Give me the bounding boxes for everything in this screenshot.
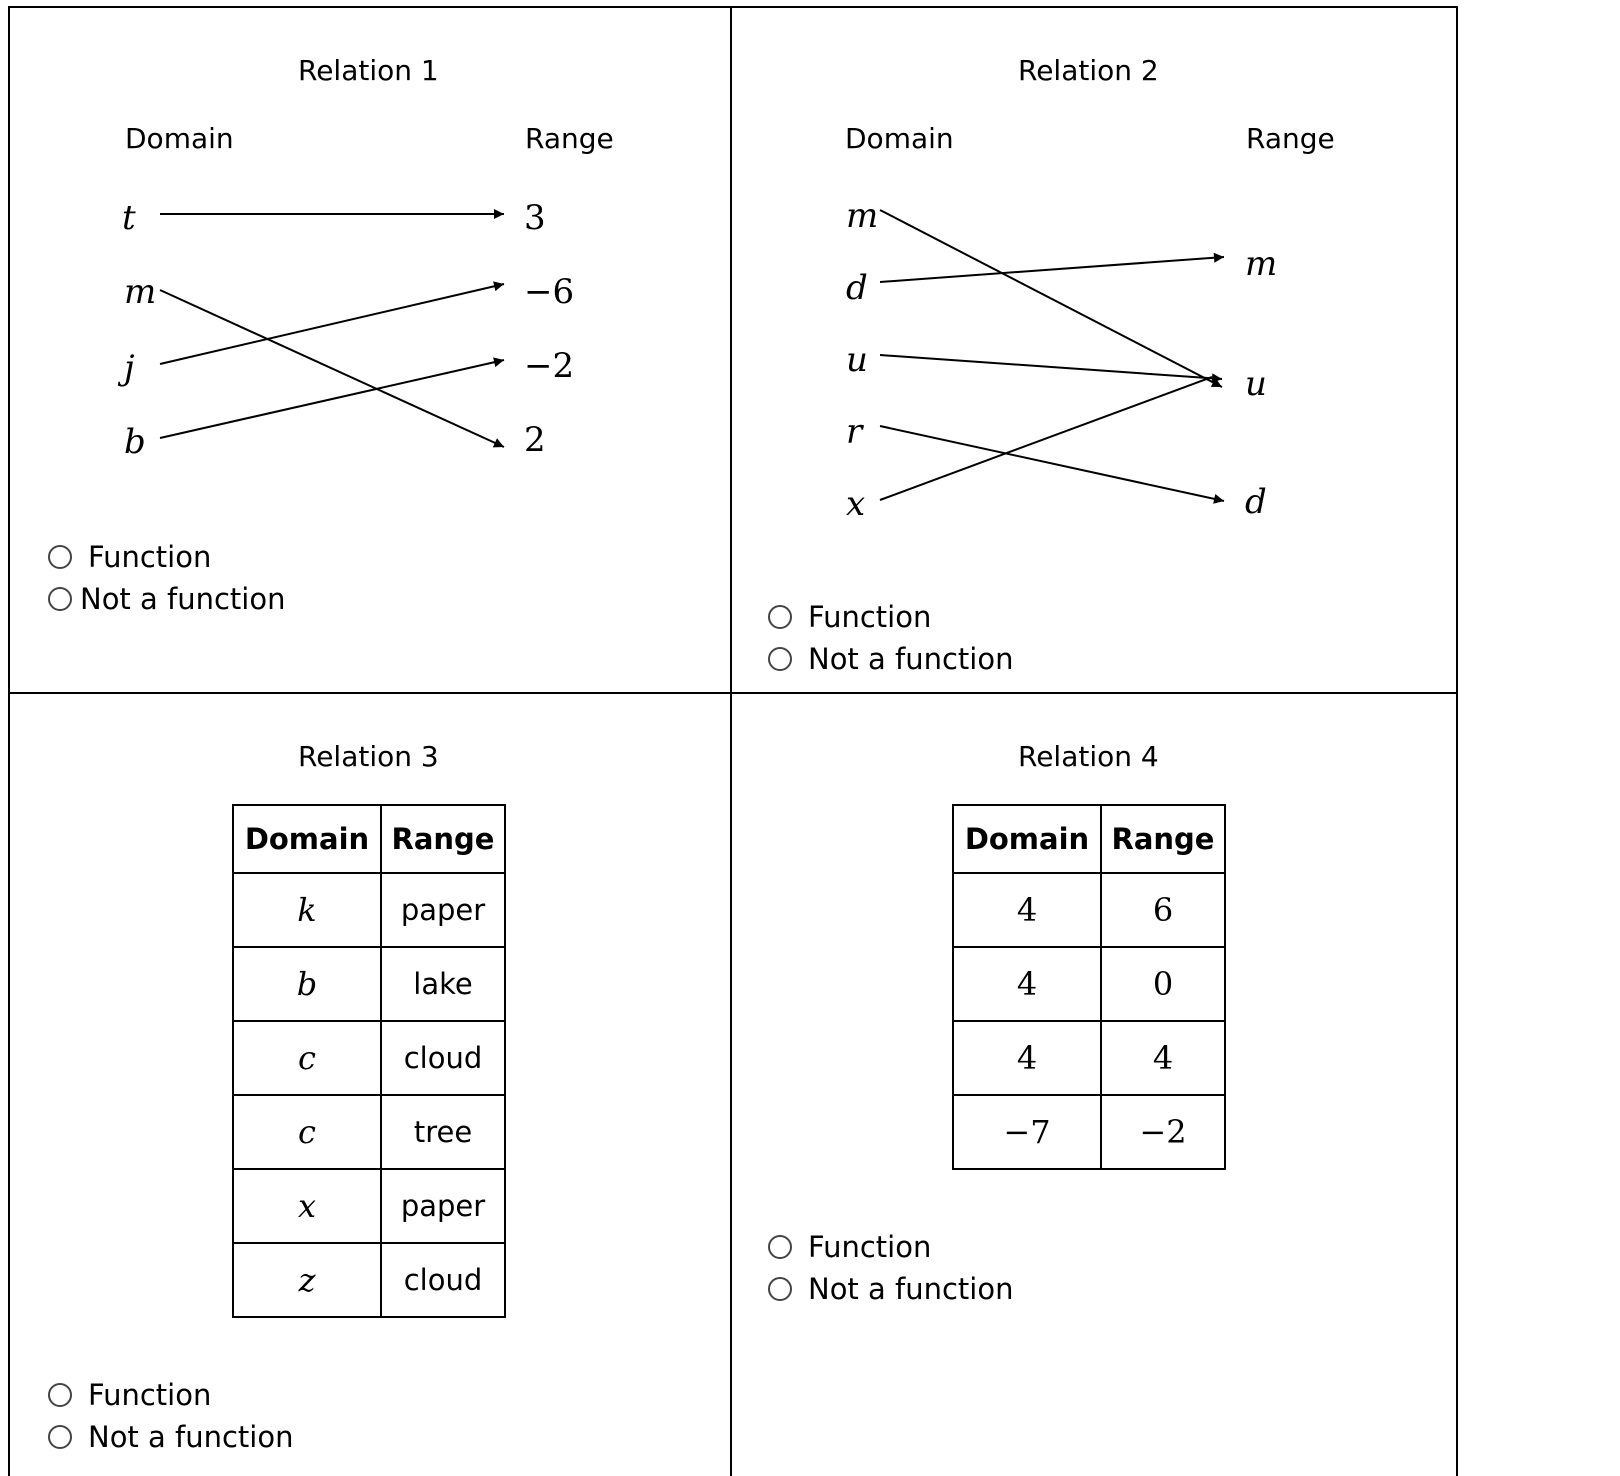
table-header-range: Range	[1101, 805, 1225, 873]
relation-1-domain-j: j	[124, 348, 135, 388]
relation-1-domain-label: Domain	[125, 122, 234, 155]
option-label: Function	[88, 540, 212, 574]
relation-1-domain-m: m	[124, 272, 157, 312]
domain-cell: z	[233, 1243, 381, 1317]
range-cell: tree	[381, 1095, 505, 1169]
relation-1-domain-t: t	[122, 198, 136, 238]
range-cell: −2	[1101, 1095, 1225, 1169]
relation-2-range-label: Range	[1246, 122, 1335, 155]
range-cell: 4	[1101, 1021, 1225, 1095]
relation-2-arrow-u-u	[880, 355, 1222, 379]
table-header-domain: Domain	[953, 805, 1101, 873]
relation-3-table	[232, 804, 506, 1318]
relation-3-title: Relation 3	[298, 740, 439, 773]
radio-circle-icon	[768, 647, 792, 671]
domain-cell: k	[233, 873, 381, 947]
option-label: Not a function	[808, 642, 1014, 676]
table-row	[953, 947, 1225, 1021]
range-cell: 0	[1101, 947, 1225, 1021]
relation-1-range-3: 3	[524, 198, 546, 238]
domain-cell: x	[233, 1169, 381, 1243]
radio-circle-icon	[48, 1383, 72, 1407]
table-row	[233, 1021, 505, 1095]
relation-2-domain-r: r	[846, 412, 863, 452]
relation-1-title: Relation 1	[298, 54, 439, 87]
option-label: Function	[808, 1230, 932, 1264]
domain-cell: c	[233, 1095, 381, 1169]
range-cell: paper	[381, 873, 505, 947]
option-label: Not a function	[80, 582, 286, 616]
relation-1-range-neg6: −6	[524, 272, 575, 312]
table-row	[953, 1021, 1225, 1095]
relation-2-range-d: d	[1245, 482, 1267, 522]
relation-2-option-function[interactable]	[768, 598, 931, 636]
relation-1-range-neg2: −2	[524, 346, 575, 386]
radio-circle-icon	[768, 605, 792, 629]
option-label: Function	[88, 1378, 212, 1412]
relation-2-domain-x: x	[846, 484, 866, 524]
table-row	[953, 1095, 1225, 1169]
table-row	[233, 873, 505, 947]
relation-4-option-function[interactable]	[768, 1228, 931, 1266]
domain-cell: −7	[953, 1095, 1101, 1169]
table-header-domain: Domain	[233, 805, 381, 873]
table-row	[233, 1169, 505, 1243]
relation-2-domain-d: d	[846, 268, 868, 308]
table-row	[953, 873, 1225, 947]
option-label: Not a function	[88, 1420, 294, 1454]
relation-3-option-function[interactable]	[48, 1376, 211, 1414]
relation-2-domain-label: Domain	[845, 122, 954, 155]
radio-circle-icon	[768, 1277, 792, 1301]
relation-2-option-not-function[interactable]	[768, 640, 1013, 678]
option-label: Function	[808, 600, 932, 634]
range-cell: paper	[381, 1169, 505, 1243]
relation-3-option-not-function[interactable]	[48, 1418, 293, 1456]
relation-2-arrow-m-u	[880, 210, 1222, 387]
radio-circle-icon	[768, 1235, 792, 1259]
relation-2-range-m: m	[1245, 244, 1278, 284]
horizontal-divider	[8, 692, 1458, 694]
relation-2-range-u: u	[1245, 364, 1267, 404]
table-row	[233, 1243, 505, 1317]
range-cell: cloud	[381, 1243, 505, 1317]
relation-2-arrow-d-m	[880, 257, 1224, 282]
table-header-range: Range	[381, 805, 505, 873]
table-row	[233, 1095, 505, 1169]
range-cell: lake	[381, 947, 505, 1021]
relation-2-title: Relation 2	[1018, 54, 1159, 87]
domain-cell: b	[233, 947, 381, 1021]
range-cell: cloud	[381, 1021, 505, 1095]
relation-4-title: Relation 4	[1018, 740, 1159, 773]
relation-2-arrows	[0, 0, 1460, 692]
range-cell: 6	[1101, 873, 1225, 947]
domain-cell: c	[233, 1021, 381, 1095]
relation-2-domain-u: u	[846, 340, 868, 380]
relation-1-domain-b: b	[124, 422, 146, 462]
relation-2-arrow-x-u	[880, 377, 1212, 500]
relation-2-domain-m: m	[846, 196, 879, 236]
relation-4-table	[952, 804, 1226, 1170]
relation-1-range-2: 2	[524, 420, 546, 460]
option-label: Not a function	[808, 1272, 1014, 1306]
domain-cell: 4	[953, 873, 1101, 947]
domain-cell: 4	[953, 947, 1101, 1021]
relation-4-option-not-function[interactable]	[768, 1270, 1013, 1308]
radio-circle-icon	[48, 1425, 72, 1449]
relation-1-range-label: Range	[525, 122, 614, 155]
domain-cell: 4	[953, 1021, 1101, 1095]
table-row	[233, 947, 505, 1021]
